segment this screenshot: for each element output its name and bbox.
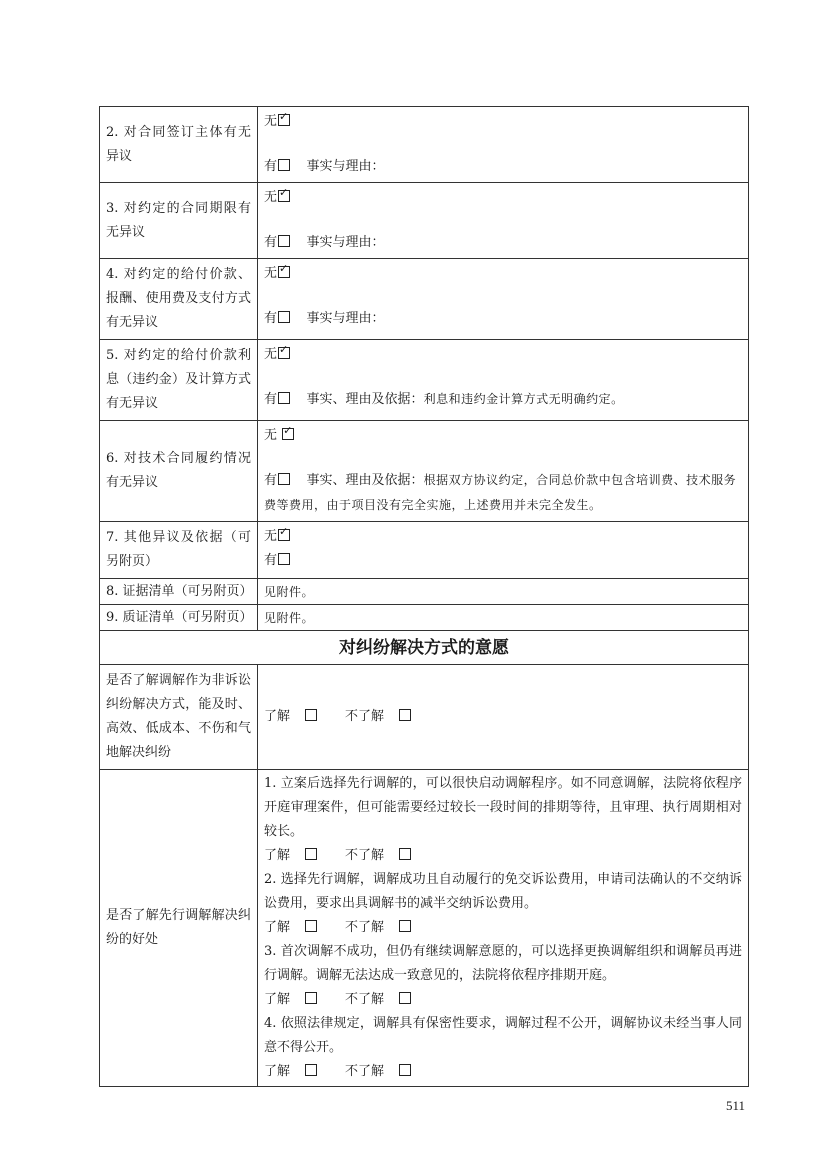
question-cell: 3. 对约定的合同期限有无异议 <box>100 183 258 259</box>
answer-cell <box>258 770 749 1087</box>
table-row <box>100 605 749 631</box>
option-has-label: 有 <box>264 159 278 174</box>
checkbox-icon[interactable] <box>399 709 411 721</box>
page-number: 511 <box>726 1098 746 1113</box>
table-row <box>100 421 749 522</box>
checkbox-icon[interactable] <box>278 473 290 485</box>
understand-label: 了解 <box>264 848 291 863</box>
question-cell: 是否了解先行调解解决纠纷的好处 <box>100 770 258 1087</box>
answer-cell <box>258 665 749 770</box>
not-understand-label: 不了解 <box>345 848 385 863</box>
answer-cell <box>258 259 749 340</box>
not-understand-label: 不了解 <box>345 920 385 935</box>
checked-box-icon[interactable] <box>278 529 290 541</box>
table-row <box>100 183 749 259</box>
checked-box-icon[interactable] <box>278 266 290 278</box>
reason-label: 事实与理由： <box>306 311 385 326</box>
option-none-label: 无 <box>264 347 278 362</box>
question-cell: 7. 其他异议及依据（可另附页） <box>100 522 258 579</box>
checked-box-icon[interactable] <box>278 347 290 359</box>
option-has-label: 有 <box>264 473 278 488</box>
reason-label: 事实、理由及依据： <box>306 473 424 488</box>
question-cell: 4. 对约定的给付价款、报酬、使用费及支付方式有无异议 <box>100 259 258 340</box>
answer-cell <box>258 340 749 421</box>
reason-label: 事实与理由： <box>306 159 385 174</box>
table-row <box>100 579 749 605</box>
table-row <box>100 522 749 579</box>
question-cell: 6. 对技术合同履约情况有无异议 <box>100 421 258 522</box>
checkbox-icon[interactable] <box>399 992 411 1004</box>
checkbox-icon[interactable] <box>399 920 411 932</box>
option-none-label: 无 <box>264 266 278 281</box>
answer-cell <box>258 421 749 522</box>
option-none-label: 无 <box>264 428 278 443</box>
option-none-label: 无 <box>264 529 278 544</box>
benefit-paragraph: 3. 首次调解不成功，但仍有继续调解意愿的，可以选择更换调解组织和调解员再进行调解。调解无法达成一致意见的，法院将依程序排期开庭。 <box>264 944 742 983</box>
question-cell: 是否了解调解作为非诉讼纠纷解决方式，能及时、高效、低成本、不伤和气地解决纠纷 <box>100 665 258 770</box>
understand-label: 了解 <box>264 920 291 935</box>
table-row <box>100 107 749 183</box>
section-title: 对纠纷解决方式的意愿 <box>100 631 749 665</box>
answer-cell <box>258 107 749 183</box>
question-cell: 8. 证据清单（可另附页） <box>100 579 258 605</box>
checkbox-icon[interactable] <box>305 1064 317 1076</box>
reason-text: 根据双方协议约定，合同总价款中包含培训费、技术服务费等费用，由于项目没有完全实施，上述费用并未完全发生。 <box>264 473 737 512</box>
checked-box-icon[interactable] <box>282 428 294 440</box>
understand-label: 了解 <box>264 1064 291 1079</box>
question-cell: 9. 质证清单（可另附页） <box>100 605 258 631</box>
table-row <box>100 340 749 421</box>
table-row <box>100 770 749 1087</box>
checkbox-icon[interactable] <box>278 553 290 565</box>
checkbox-icon[interactable] <box>399 1064 411 1076</box>
option-has-label: 有 <box>264 235 278 250</box>
reason-label: 事实、理由及依据： <box>306 392 424 407</box>
response-form-table <box>99 106 749 1087</box>
reason-text: 利息和违约金计算方式无明确约定。 <box>423 392 624 406</box>
checked-box-icon[interactable] <box>278 114 290 126</box>
table-row <box>100 259 749 340</box>
answer-cell: 见附件。 <box>258 579 749 605</box>
not-understand-label: 不了解 <box>345 709 385 724</box>
benefit-paragraph: 4. 依照法律规定，调解具有保密性要求，调解过程不公开，调解协议未经当事人同意不得公开。 <box>264 1016 742 1055</box>
benefit-paragraph: 1. 立案后选择先行调解的，可以很快启动调解程序。如不同意调解，法院将依程序开庭审理案件，但可能需要经过较长一段时间的排期等待，且审理、执行周期相对较长。 <box>264 776 742 839</box>
answer-cell: 见附件。 <box>258 605 749 631</box>
option-none-label: 无 <box>264 114 278 129</box>
option-has-label: 有 <box>264 553 278 568</box>
checkbox-icon[interactable] <box>278 235 290 247</box>
checked-box-icon[interactable] <box>278 190 290 202</box>
checkbox-icon[interactable] <box>399 848 411 860</box>
section-header-row <box>100 631 749 665</box>
understand-label: 了解 <box>264 709 291 724</box>
checkbox-icon[interactable] <box>278 392 290 404</box>
answer-cell <box>258 522 749 579</box>
not-understand-label: 不了解 <box>345 1064 385 1079</box>
reason-label: 事实与理由： <box>306 235 385 250</box>
checkbox-icon[interactable] <box>278 159 290 171</box>
checkbox-icon[interactable] <box>305 848 317 860</box>
checkbox-icon[interactable] <box>305 920 317 932</box>
checkbox-icon[interactable] <box>305 992 317 1004</box>
option-none-label: 无 <box>264 190 278 205</box>
answer-cell <box>258 183 749 259</box>
table-row <box>100 665 749 770</box>
option-has-label: 有 <box>264 311 278 326</box>
checkbox-icon[interactable] <box>278 311 290 323</box>
benefit-paragraph: 2. 选择先行调解，调解成功且自动履行的免交诉讼费用，申请司法确认的不交纳诉讼费用，要求出具调解书的减半交纳诉讼费用。 <box>264 872 742 911</box>
question-cell: 2. 对合同签订主体有无异议 <box>100 107 258 183</box>
understand-label: 了解 <box>264 992 291 1007</box>
option-has-label: 有 <box>264 392 278 407</box>
not-understand-label: 不了解 <box>345 992 385 1007</box>
question-cell: 5. 对约定的给付价款利息（违约金）及计算方式有无异议 <box>100 340 258 421</box>
checkbox-icon[interactable] <box>305 709 317 721</box>
